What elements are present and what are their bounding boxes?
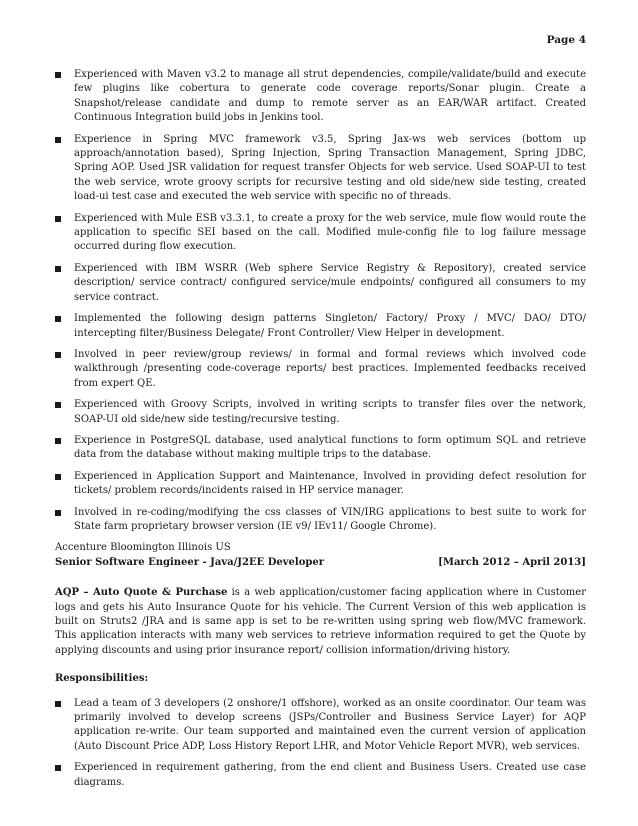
job-dates: [March 2012 – April 2013] <box>438 556 586 568</box>
employer-name: Accenture Bloomington Illinois US <box>55 542 231 554</box>
project-description <box>55 586 586 658</box>
responsibilities-heading: Responsibilities: <box>55 673 149 685</box>
bullet-item: Experienced with Mule ESB v3.3.1, to create a proxy for the web service, mule flow would route the application to specific SEI based on the call. Modified mule-config file to log failure message occurred during flow execution. <box>55 212 586 255</box>
bullet-item: Experience in PostgreSQL database, used analytical functions to form optimum SQL and retrieve data from the database without making multiple trips to the database. <box>55 434 586 463</box>
bullet-item: Implemented the following design patterns Singleton/ Factory/ Proxy / MVC/ DAO/ DTO/ intercepting filter/Business Delegate/ Front Controller/ View Helper in development. <box>55 312 586 341</box>
job-title-row <box>55 556 586 570</box>
project-name: AQP – Auto Quote & Purchase <box>55 587 228 599</box>
bullet-item: Experienced with Maven v3.2 to manage all strut dependencies, compile/validate/build and execute few plugins like cobertura to generate code coverage reports/Sonar plugin. Create a Snapshot/release candidate and dump to remote server as an EAR/WAR artifact. Created Continuous Integration build jobs in Jenkins tool. <box>55 68 586 126</box>
bullet-item: Experienced with IBM WSRR (Web sphere Service Registry & Repository), created service description/ service contract/ configured service/mule endpoints/ configured all consumers to my service contract. <box>55 262 586 305</box>
bullet-item: Involved in peer review/group reviews/ in formal and formal reviews which involved code walkthrough /presenting code-coverage reports/ best practices. Implemented feedbacks received from expert QE. <box>55 348 586 391</box>
bullet-item: Experienced in Application Support and Maintenance, Involved in providing defect resolution for tickets/ problem records/incidents raised in HP service manager. <box>55 470 586 499</box>
experience-bullet-list <box>55 68 586 534</box>
responsibilities-list <box>55 697 586 790</box>
bullet-item: Experienced with Groovy Scripts, involved in writing scripts to transfer files over the network, SOAP-UI old side/new side testing/recursive testing. <box>55 398 586 427</box>
page-number: Page 4 <box>546 34 586 46</box>
project-text: is a web application/customer facing application where in Customer logs and gets his Auto Insurance Quote for his vehicle. The Current Version of this web application is built on Struts2 /JRA and is same app is set to be re-written using spring web flow/MVC framework. This application interacts with many web services to retrieve information required to get the Quote by applying discounts and using prior insurance report/ collision information/driving history. <box>55 587 586 656</box>
bullet-item: Experience in Spring MVC framework v3.5, Spring Jax-ws web services (bottom up approach/annotation based), Spring Injection, Spring Transaction Management, Spring JDBC, Spring AOP. Used JSR validation for request transfer Objects for web service. Used SOAP-UI to test the web service, wrote groovy scripts for recursive testing and old side/new side testing, created load-ui test case and executed the web service with specific no of threads. <box>55 133 586 205</box>
bullet-item: Involved in re-coding/modifying the css classes of VIN/IRG applications to best suite to work for State farm proprietary browser version (IE v9/ IEv11/ Google Chrome). <box>55 506 586 535</box>
job-title: Senior Software Engineer - Java/J2EE Developer <box>55 556 325 568</box>
responsibility-item: Experienced in requirement gathering, from the end client and Business Users. Created use case diagrams. <box>55 761 586 790</box>
responsibility-item: Lead a team of 3 developers (2 onshore/1 offshore), worked as an onsite coordinator. Our team was primarily involved to develop screens (JSPs/Controller and Business Service Layer) for AQP application re-write. Our team supported and maintained even the current version of application (Auto Discount Price ADP, Loss History Report LHR, and Motor Vehicle Report MVR), web services. <box>55 697 586 755</box>
